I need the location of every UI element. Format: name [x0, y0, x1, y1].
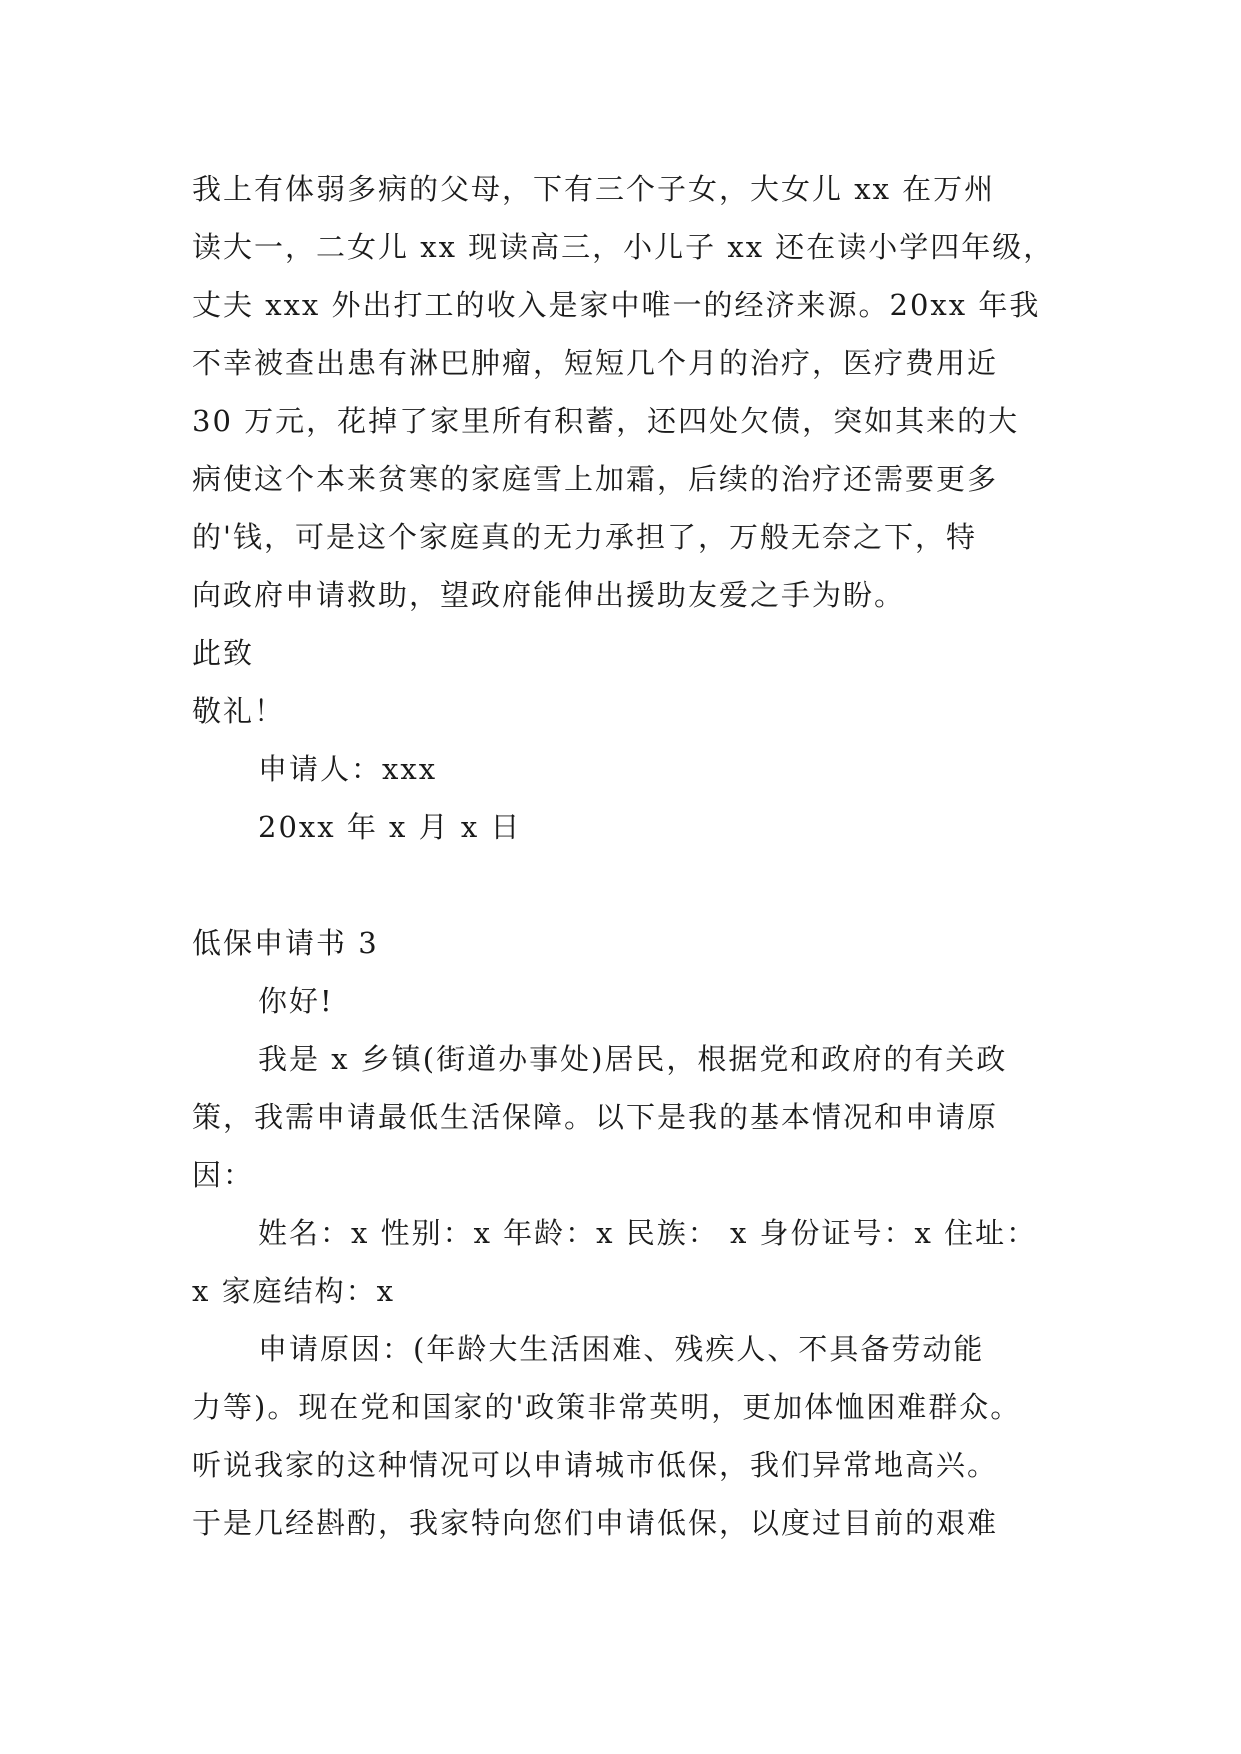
body-line: 读大一，二女儿 xx 现读高三，小儿子 xx 还在读小学四年级，: [192, 230, 1055, 264]
body-line: 30 万元，花掉了家里所有积蓄，还四处欠债，突如其来的大: [192, 404, 1020, 438]
intro-line: 我是 x 乡镇(街道办事处)居民，根据党和政府的有关政: [258, 1042, 1008, 1076]
reason-line: 力等)。现在党和国家的'政策非常英明，更加体恤困难群众。: [192, 1390, 1022, 1424]
closing-salutation: 此致: [192, 636, 255, 670]
closing-regards: 敬礼！: [192, 694, 286, 728]
reason-line: 听说我家的这种情况可以申请城市低保，我们异常地高兴。: [192, 1448, 999, 1482]
body-line: 不幸被查出患有淋巴肿瘤，短短几个月的治疗，医疗费用近: [192, 346, 999, 380]
body-line: 向政府申请救助，望政府能伸出援助友爱之手为盼。: [192, 578, 906, 612]
applicant-signature: 申请人：xxx: [258, 752, 438, 786]
greeting: 你好!: [258, 984, 334, 1018]
reason-line: 于是几经斟酌，我家特向您们申请低保，以度过目前的艰难: [192, 1506, 999, 1540]
document-page: [192, 160, 1072, 1552]
body-line: 病使这个本来贫寒的家庭雪上加霜，后续的治疗还需要更多: [192, 462, 999, 496]
signature-date: 20xx 年 x 月 x 日: [258, 810, 522, 844]
section-gap: [192, 856, 1072, 914]
intro-line: 策，我需申请最低生活保障。以下是我的基本情况和申请原: [192, 1100, 999, 1134]
reason-line: 申请原因：(年龄大生活困难、残疾人、不具备劳动能: [258, 1332, 985, 1366]
body-line: 我上有体弱多病的父母，下有三个子女，大女儿 xx 在万州: [192, 172, 996, 206]
info-line: 姓名：x 性别：x 年龄：x 民族： x 身份证号：x 住址：: [258, 1216, 1038, 1250]
info-line: x 家庭结构：x: [192, 1274, 395, 1308]
body-line: 丈夫 xxx 外出打工的收入是家中唯一的经济来源。20xx 年我: [192, 288, 1041, 322]
section-title: 低保申请书 3: [192, 926, 379, 960]
body-line: 的'钱，可是这个家庭真的无力承担了，万般无奈之下，特: [192, 520, 977, 554]
intro-line: 因：: [192, 1158, 255, 1192]
